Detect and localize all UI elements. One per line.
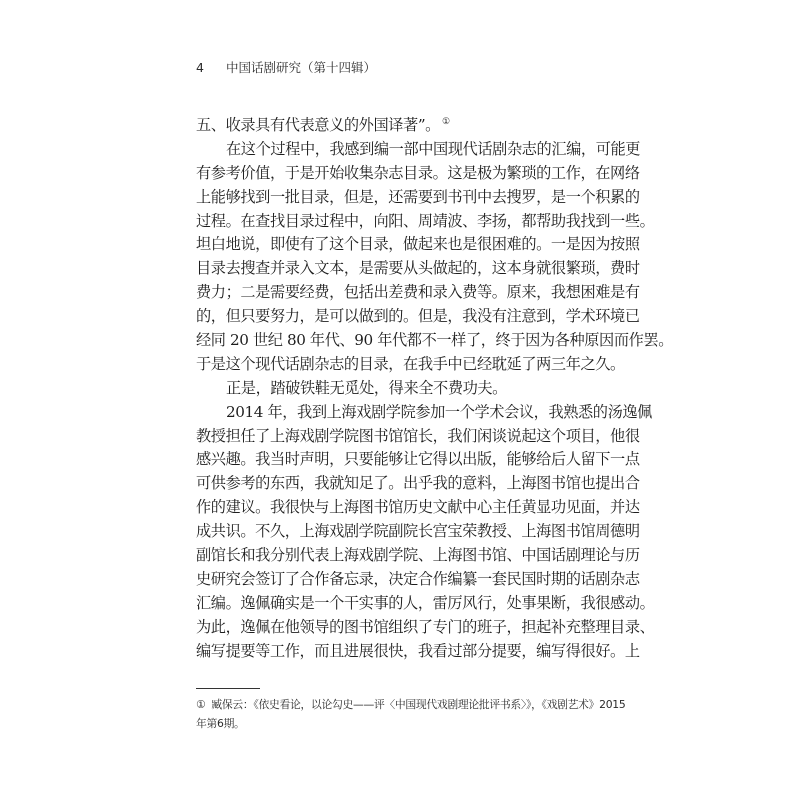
body-line-text: 正是，踏破铁鞋无觅处，得来全不费功夫。 (226, 378, 507, 397)
body-line-text: 感兴趣。我当时声明，只要能够让它得以出版，能够给后人留下一点 (196, 450, 640, 469)
body-line-text: 的，但只要努力，是可以做到的。但是，我没有注意到，学术环境已 (196, 307, 640, 326)
footnote-reference[interactable]: ① (441, 117, 451, 127)
body-line (196, 305, 640, 329)
body-line (196, 329, 673, 353)
body-line (196, 257, 640, 281)
body-line-text: 坦白地说，即使有了这个目录，做起来也是很困难的。一是因为按照 (196, 235, 640, 254)
body-line (196, 186, 640, 210)
body-line (196, 496, 640, 520)
body-line (196, 520, 640, 544)
body-line-text: 在这个过程中，我感到编一部中国现代话剧杂志的汇编，可能更 (226, 139, 641, 158)
running-head (196, 58, 376, 76)
footnote-text-1: 臧保云：《依史看论，以论勾史——评〈中国现代戏剧理论批评书系〉》，《戏剧艺术》2015 (211, 698, 626, 711)
body-line (196, 568, 640, 592)
body-line-text: 五、收录具有代表意义的外国译著”。 (196, 116, 440, 134)
body-line (196, 233, 640, 257)
body-line-text: 编写提要等工作，而且进展很快，我看过部分提要，编写得很好。上 (196, 641, 640, 660)
body-line-text: 于是这个现代话剧杂志的目录，在我手中已经耽延了两三年之久。 (196, 354, 625, 373)
footnote-mark: ① (196, 698, 206, 711)
footnote (196, 695, 626, 733)
body-line (196, 592, 655, 616)
page-number: 4 (196, 60, 204, 75)
footnote-divider (196, 688, 260, 689)
body-line (196, 401, 652, 425)
body-line (196, 210, 655, 234)
body-line-text: 费力；二是需要经费，包括出差费和录入费等。原来，我想困难是有 (196, 283, 640, 302)
body-line (196, 162, 640, 186)
body-line (196, 281, 640, 305)
body-line-text: 过程。在查找目录过程中，向阳、周靖波、李扬，都帮助我找到一些。 (196, 211, 655, 230)
body-line-text: 2014 年，我到上海戏剧学院参加一个学术会议，我熟悉的汤逸佩 (226, 402, 652, 421)
body-text (196, 114, 673, 663)
body-line-text: 上能够找到一批目录，但是，还需要到书刊中去搜罗，是一个积累的 (196, 187, 640, 206)
body-line-text: 为此，逸佩在他领导的图书馆组织了专门的班子，担起补充整理目录、 (196, 617, 655, 636)
body-line-text: 有参考价值，于是开始收集杂志目录。这是极为繁琐的工作，在网络 (196, 163, 640, 182)
footnote-line-2: 年第6期。 (196, 717, 245, 730)
body-line (196, 640, 640, 664)
body-line-text: 史研究会签订了合作备忘录，决定合作编纂一套民国时期的话剧杂志 (196, 569, 640, 588)
body-line (196, 377, 608, 401)
body-line-text: 作的建议。我很快与上海图书馆历史文献中心主任黄显功见面，并达 (196, 498, 640, 517)
body-line (196, 472, 640, 496)
body-line (196, 448, 640, 472)
body-line-text: 汇编。逸佩确实是一个干实事的人，雷厉风行，处事果断，我很感动。 (196, 593, 655, 612)
body-line (196, 138, 641, 162)
body-line (196, 114, 608, 138)
body-line-text: 成共识。不久，上海戏剧学院副院长宫宝荣教授、上海图书馆周德明 (196, 522, 640, 541)
body-line (196, 353, 625, 377)
body-line-text: 目录去搜查并录入文本，是需要从头做起的，这本身就很繁琐，费时 (196, 259, 640, 278)
body-line-text: 经同 20 世纪 80 年代、90 年代都不一样了，终于因为各种原因而作罢。 (196, 331, 673, 350)
body-line-text: 副馆长和我分别代表上海戏剧学院、上海图书馆、中国话剧理论与历 (196, 546, 640, 565)
body-line (196, 616, 655, 640)
book-title: 中国话剧研究（第十四辑） (226, 60, 377, 75)
footnote-line-1 (196, 695, 626, 714)
body-line-text: 教授担任了上海戏剧学院图书馆馆长，我们闲谈说起这个项目，他很 (196, 426, 640, 445)
body-line-text: 可供参考的东西，我就知足了。出乎我的意料，上海图书馆也提出合 (196, 474, 640, 493)
body-line (196, 425, 640, 449)
body-line (196, 544, 640, 568)
